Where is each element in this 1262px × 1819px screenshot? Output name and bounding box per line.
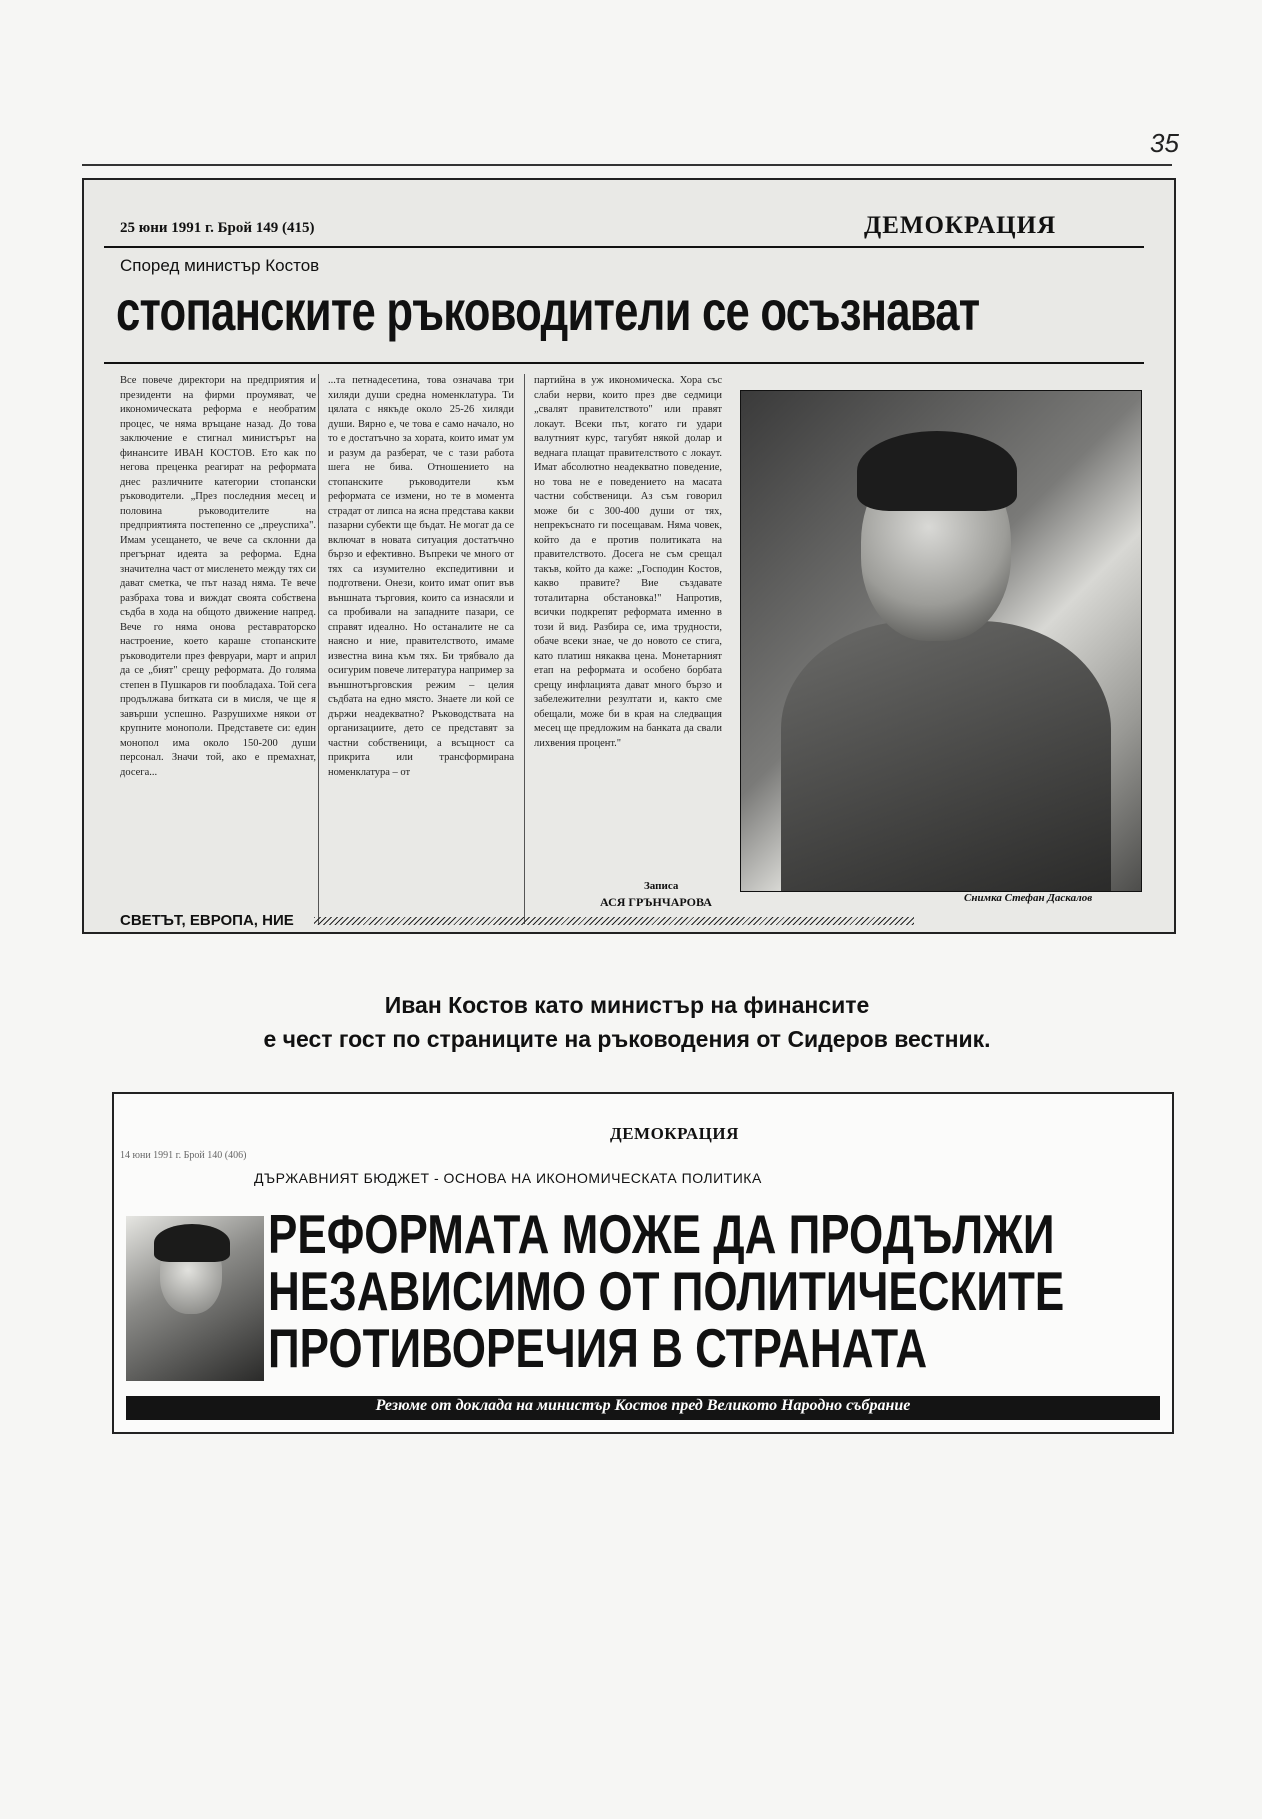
- headline-line: НЕЗАВИСИМО ОТ ПОЛИТИЧЕСКИТЕ: [268, 1260, 1065, 1322]
- photo-figure-body: [781, 621, 1111, 891]
- newspaper-clipping-1: [82, 178, 1176, 934]
- headline-line: РЕФОРМАТА МОЖЕ ДА ПРОДЪЛЖИ: [268, 1203, 1055, 1265]
- article-headline: [268, 1203, 1065, 1379]
- newspaper-masthead: ДЕМОКРАЦИЯ: [610, 1124, 739, 1143]
- minister-portrait: [126, 1216, 264, 1381]
- caption-line-1: Иван Костов като министър на финансите: [384, 992, 870, 1018]
- article-column-1: Все повече директори на предприятия и президенти на фирми проумяват, че икономическата реформа е необратим процес, че няма връщане назад. До това заключение е стигнал министърът на финансите ИВАН КОСТОВ. Ето как по негова преценка реагират на реформата днес различните категории стопански ръководители. „През последния месец и половина ръководителите на предприятията постепенно се „преуспиха". Имам усещането, че вече са склонни да прегърнат идеята за реформа. Една значителна част от мисленето между тях си дават сметка, че път назад няма. Те вече разбраха това и виждат своята собствена съдба в хода на общото движение напред. Вече го няма онова реставраторско настроение, което караше стопанските ръководители през февруари, март и април да се „бият" срещу реформата. До голяма степен в Пушкаров ги пообладаха. Той сега продължава битката си в мисля, че ще я завърши успешно. Разрушихме някои от крупните монополи. Представете си: един монопол има около 150-200 души персонал. Значи той, ако е премахнат, досега...: [120, 375, 316, 778]
- article-subtitle: Резюме от доклада на министър Костов пред Великото Народно събрание: [375, 1397, 911, 1414]
- page-number: 35: [1150, 128, 1179, 158]
- rubric-hatch-bar: [314, 917, 914, 925]
- header-rule: [82, 164, 1172, 166]
- page-caption: [82, 988, 1172, 1056]
- newspaper-masthead: ДЕМОКРАЦИЯ: [864, 212, 1057, 239]
- article-kicker: Според министър Костов: [120, 256, 320, 275]
- clipping-date-issue: 25 юни 1991 г. Брой 149 (415): [120, 220, 315, 236]
- byline-label: Записа: [644, 880, 679, 892]
- article-column-2: ...та петнадесетина, това означава три хиляди души средна номенклатура. Ти цялата с някъде около 25-26 хиляди души. Вярно е, че това е само начало, но то е достатъчно за хората, които имат ум и разум да разберат, че с тази работа шега не бива. Отношението на стопанските ръководители към реформата се измени, но те в момента страдат от липса на ясна представа какви пазарни субекти ще бъдат. Не могат да се включат в новата ситуация достатъчно бързо и ефективно. Въпреки че много от тях са изумително експедитивни и подготвени. Онези, които имат опит във външната търговия, които са изнасяли и са пробивали на западните пазари, се справят идеално. Но останалите не са наясно и ние, правителството, имаме известна вина към тях. Би трябвало да осигурим повече литература например за външнотърговския режим – целия съдбата на едно място. Знаете ли кой се държи неадекватно? Ръководствата на организациите, дето се представят за частни собственици, а всъщност са прикрита или трансформирана номенклатура – от: [328, 375, 514, 778]
- minister-photo: [740, 390, 1142, 892]
- article-kicker: ДЪРЖАВНИЯТ БЮДЖЕТ - ОСНОВА НА ИКОНОМИЧЕСКАТА ПОЛИТИКА: [254, 1170, 762, 1186]
- headline-line: ПРОТИВОРЕЧИЯ В СТРАНАТА: [268, 1317, 928, 1379]
- photo-figure-hair: [857, 431, 1017, 511]
- portrait-hair: [154, 1224, 230, 1262]
- masthead-rule: [104, 246, 1144, 248]
- article-headline: стопанските ръководители се осъзнават: [116, 279, 980, 342]
- clipping-date-issue: 14 юни 1991 г. Брой 140 (406): [120, 1150, 247, 1161]
- article-byline: АСЯ ГРЪНЧАРОВА: [600, 895, 712, 909]
- section-rubric: СВЕТЪТ, ЕВРОПА, НИЕ: [120, 912, 294, 929]
- headline-rule: [104, 362, 1144, 364]
- photo-credit: Снимка Стефан Даскалов: [964, 892, 1093, 904]
- column-divider: [524, 374, 525, 924]
- column-divider: [318, 374, 319, 924]
- caption-line-2: е чест гост по страниците на ръководения от Сидеров вестник.: [263, 1026, 991, 1052]
- newspaper-clipping-2: [112, 1092, 1174, 1434]
- article-column-3: партийна в уж икономическа. Хора със слаби нерви, които през две седмици „свалят правителството" или правят локаут. Всеки път, когато ги удари валутният курс, тагубят някой долар и веднага плащат правителството с локаут. Имат абсолютно неадекватно поведение, но това не е поведението на масата частни собственици. Аз съм говорил може би с 300-400 души от тях, непрекъснато ги посещавам. Няма човек, който да е против политиката на правителството. Досега не съм срещал такъв, който да каже: „Господин Костов, какво правите? Вие създавате тоталитарна обстановка!" Напротив, всички подкрепят реформата именно в този й вид. Разбира се, има трудности, обаче всеки знае, че до новото се стига, като платиш някаква цена. Монетарният етап на реформата и особено борбата срещу инфлацията дават много бързо и забележителни резултати и, както сме обещали, може би в края на следващия месец ще предложим на банката да свали лихвения процент.": [534, 375, 722, 749]
